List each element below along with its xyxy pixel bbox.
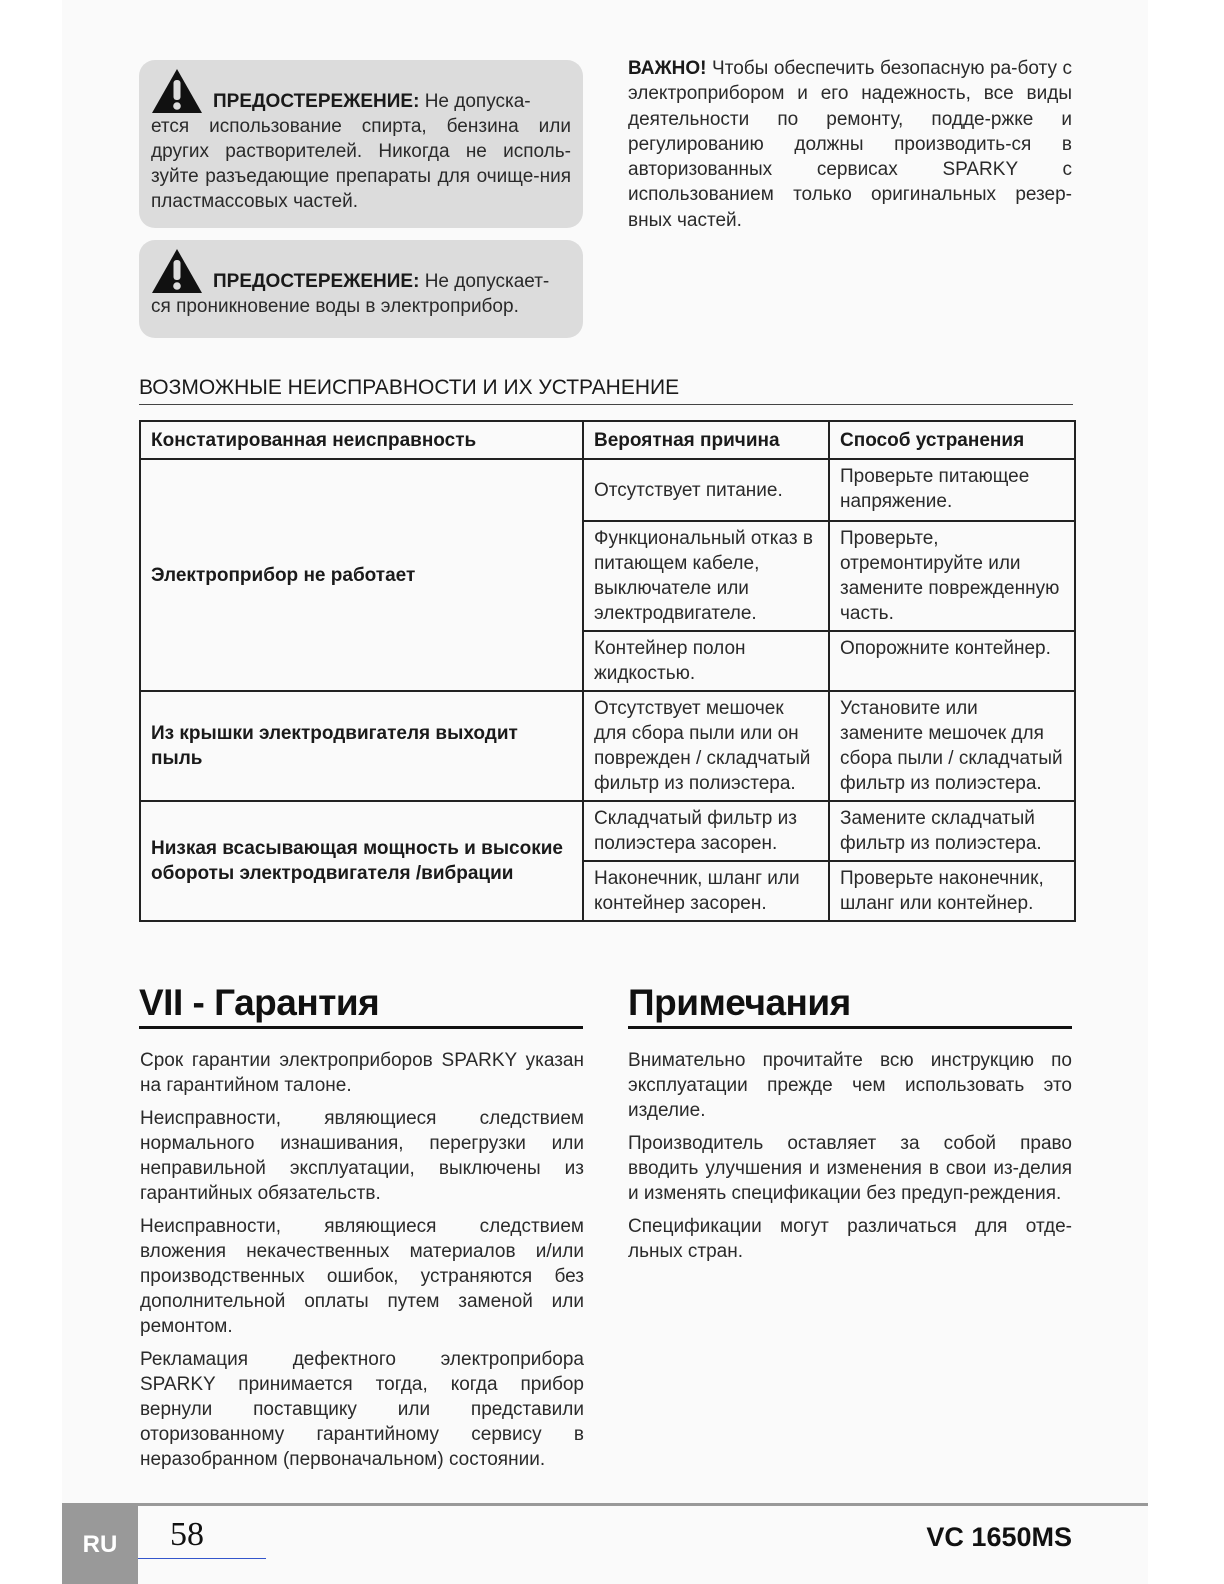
fault-cell: Электроприбор не работает xyxy=(140,459,583,691)
header-remedy: Способ устранения xyxy=(829,421,1075,459)
warning-label: ПРЕДОСТЕРЕЖЕНИЕ: xyxy=(213,271,420,292)
warning-first-line: Не допуска- xyxy=(424,91,531,112)
warning-box-solvents xyxy=(139,60,583,228)
footer-model-name: VC 1650MS xyxy=(926,1522,1072,1552)
warning-triangle-icon xyxy=(151,68,203,114)
cause-cell: Отсутствует мешочек для сбора пыли или он поврежден / складчатый фильтр из полиэстера. xyxy=(583,691,829,801)
table-row xyxy=(140,459,1075,521)
troubleshooting-table xyxy=(139,420,1076,922)
important-note xyxy=(628,56,1072,233)
remedy-cell: Установите или замените мешочек для сбора пыли / складчатый фильтр из полиэстера. xyxy=(829,691,1075,801)
warranty-paragraph: Рекламация дефектного электроприбора SPARKY принимается тогда, когда прибор вернули поставщику или представили оторизованному гарантийному сервису в неразобранном (первоначальном) состоянии. xyxy=(140,1349,584,1470)
cause-cell: Функциональный отказ в питающем кабеле, выключателе или электродвигателе. xyxy=(583,521,829,631)
warranty-paragraph: Срок гарантии электроприборов SPARKY указан на гарантийном талоне. xyxy=(140,1050,584,1096)
remedy-cell: Опорожните контейнер. xyxy=(829,631,1075,691)
notes-paragraph: Внимательно прочитайте всю инструкцию по эксплуатации прежде чем использовать это изделие. xyxy=(628,1050,1072,1121)
header-fault: Констатированная неисправность xyxy=(140,421,583,459)
important-text: Чтобы обеспечить безопасную ра-боту с электроприбором и его надежность, все виды деятельности по ремонту, подде-ржке и регулированию должны производить-ся в авторизованных сервисах SPARKY с использованием только оригинальных резер-вных частей. xyxy=(628,58,1073,231)
warranty-text xyxy=(140,1048,584,1480)
warning-triangle-icon xyxy=(151,248,203,294)
header-cause: Вероятная причина xyxy=(583,421,829,459)
cause-cell: Отсутствует питание. xyxy=(583,459,829,521)
notes-text xyxy=(628,1048,1072,1272)
footer-link-underline xyxy=(138,1558,266,1559)
notes-paragraph: Спецификации могут различаться для отде-льных стран. xyxy=(628,1216,1072,1262)
cause-cell: Складчатый фильтр из полиэстера засорен. xyxy=(583,801,829,861)
fault-cell: Из крышки электродвигателя выходит пыль xyxy=(140,691,583,801)
warning-box-water xyxy=(139,240,583,338)
warranty-paragraph: Неисправности, являющиеся следствием вложения некачественных материалов и/или производственных ошибок, устраняются без дополнительной оплаты путем заменой или ремонтом. xyxy=(140,1216,584,1337)
cause-cell: Контейнер полон жидкостью. xyxy=(583,631,829,691)
footer-rule xyxy=(62,1503,1148,1506)
warranty-paragraph: Неисправности, являющиеся следствием нормального изнашивания, перегрузки или неправильной эксплуатации, выключены из гарантийных обязательств. xyxy=(140,1108,584,1204)
warning-text: ется использование спирта, бензина или других растворителей. Никогда не исполь-зуйте разъедающие препараты для очище-ния пластмассовых частей. xyxy=(151,116,571,212)
footer-page-number: 58 xyxy=(170,1516,204,1553)
warning-head xyxy=(151,68,571,114)
notes-paragraph: Производитель оставляет за собой право вводить улучшения и изменения в свои из-делия и изменять спецификации без предуп-реждения. xyxy=(628,1133,1072,1204)
notes-title: Примечания xyxy=(628,982,1072,1029)
troubleshooting-title: ВОЗМОЖНЫЕ НЕИСПРАВНОСТИ И ИХ УСТРАНЕНИЕ xyxy=(139,376,1073,405)
remedy-cell: Замените складчатый фильтр из полиэстера. xyxy=(829,801,1075,861)
warranty-title: VII - Гарантия xyxy=(139,982,583,1029)
warning-label: ПРЕДОСТЕРЕЖЕНИЕ: xyxy=(213,91,420,112)
remedy-cell: Проверьте, отремонтируйте или замените поврежденную часть. xyxy=(829,521,1075,631)
footer-language-badge: RU xyxy=(62,1506,138,1584)
fault-cell: Низкая всасывающая мощность и высокие обороты электродвигателя /вибрации xyxy=(140,801,583,921)
warning-first-line: Не допускает- xyxy=(424,271,550,292)
warning-text: ся проникновение воды в электроприбор. xyxy=(151,296,519,317)
warning-head xyxy=(151,248,571,294)
table-header-row xyxy=(140,421,1075,459)
table-row xyxy=(140,691,1075,801)
remedy-cell: Проверьте питающее напряжение. xyxy=(829,459,1075,521)
cause-cell: Наконечник, шланг или контейнер засорен. xyxy=(583,861,829,921)
remedy-cell: Проверьте наконечник, шланг или контейнер. xyxy=(829,861,1075,921)
important-label: ВАЖНО! xyxy=(628,58,707,79)
table-row xyxy=(140,801,1075,861)
